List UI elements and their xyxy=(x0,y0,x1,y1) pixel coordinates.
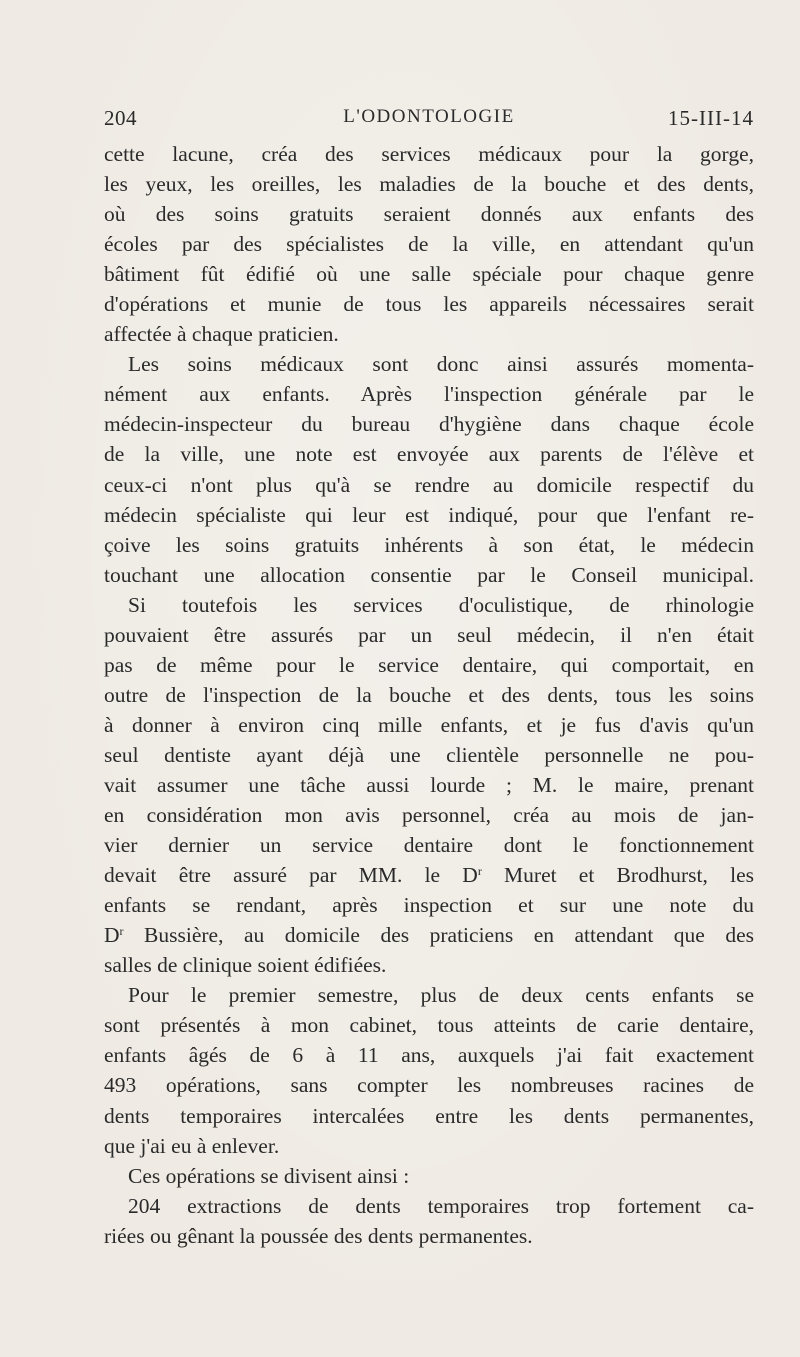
text-line xyxy=(104,289,754,319)
text-line-content: riées ou gênant la poussée des dents permanentes. xyxy=(104,1223,533,1248)
text-line-content: enfants se rendant, après inspection et sur une note du xyxy=(104,893,754,918)
text-line xyxy=(104,439,754,469)
text-line-content: bâtiment fût édifié où une salle spéciale pour chaque genre xyxy=(104,262,754,287)
text-line xyxy=(104,470,754,500)
text-line-content: écoles par des spécialistes de la ville, en attendant qu'un xyxy=(104,232,754,257)
text-line xyxy=(104,1040,754,1070)
text-line xyxy=(104,1101,754,1131)
text-line xyxy=(104,139,754,169)
text-line xyxy=(104,1161,754,1191)
text-line xyxy=(104,1070,754,1100)
text-line-content: enfants âgés de 6 à 11 ans, auxquels j'ai fait exactement xyxy=(104,1043,754,1068)
text-line-content: 204 extractions de dents temporaires trop fortement ca- xyxy=(128,1193,754,1218)
text-line-continuation: Muret et Brodhurst, les xyxy=(481,863,754,888)
text-line xyxy=(104,590,754,620)
text-line xyxy=(104,1191,754,1221)
text-line xyxy=(104,740,754,770)
text-line-content: Ces opérations se divisent ainsi : xyxy=(128,1163,410,1188)
body-text xyxy=(104,139,754,1251)
text-line-content: seul dentiste ayant déjà une clientèle personnelle ne pou- xyxy=(104,742,754,767)
text-line-content: où des soins gratuits seraient donnés aux enfants des xyxy=(104,202,754,227)
text-line-content: de la ville, une note est envoyée aux parents de l'élève et xyxy=(104,442,754,467)
text-line-content: les yeux, les oreilles, les maladies de la bouche et des dents, xyxy=(104,172,754,197)
journal-title: L'ODONTOLOGIE xyxy=(343,106,515,127)
text-line-continuation: Bussière, au domicile des praticiens en attendant que des xyxy=(123,923,754,948)
running-header xyxy=(104,106,754,136)
text-line xyxy=(104,319,754,349)
text-line-content: ceux-ci n'ont plus qu'à se rendre au domicile respectif du xyxy=(104,472,754,497)
text-line-content: médecin-inspecteur du bureau d'hygiène dans chaque école xyxy=(104,412,754,437)
text-line xyxy=(104,680,754,710)
text-line-content: touchant une allocation consentie par le Conseil municipal. xyxy=(104,562,754,587)
text-line-content: nément aux enfants. Après l'inspection générale par le xyxy=(104,382,754,407)
text-line xyxy=(104,770,754,800)
text-line-content: vait assumer une tâche aussi lourde ; M. le maire, prenant xyxy=(104,772,754,797)
text-line-content: à donner à environ cinq mille enfants, et je fus d'avis qu'un xyxy=(104,712,754,737)
text-line xyxy=(104,199,754,229)
text-line xyxy=(104,890,754,920)
text-line-content: devait être assuré par MM. le D xyxy=(104,863,478,888)
text-line-content: d'opérations et munie de tous les appareils nécessaires serait xyxy=(104,292,754,317)
text-line xyxy=(104,169,754,199)
text-line xyxy=(104,379,754,409)
text-line xyxy=(104,229,754,259)
superscript: r xyxy=(119,924,124,939)
text-line-content: pouvaient être assurés par un seul médecin, il n'en était xyxy=(104,622,754,647)
issue-date: 15-III-14 xyxy=(668,106,754,130)
text-line xyxy=(104,259,754,289)
text-line xyxy=(104,980,754,1010)
text-line-content: outre de l'inspection de la bouche et des dents, tous les soins xyxy=(104,682,754,707)
text-line xyxy=(104,950,754,980)
text-line-content: vier dernier un service dentaire dont le fonctionnement xyxy=(104,833,754,858)
text-line xyxy=(104,620,754,650)
text-line-content: salles de clinique soient édifiées. xyxy=(104,953,387,978)
text-line xyxy=(104,650,754,680)
page-number: 204 xyxy=(104,106,137,130)
text-line-content: Si toutefois les services d'oculistique, de rhinologie xyxy=(128,592,754,617)
text-line-content: pas de même pour le service dentaire, qui comportait, en xyxy=(104,652,754,677)
text-line-content: D xyxy=(104,923,120,948)
text-line-content: cette lacune, créa des services médicaux pour la gorge, xyxy=(104,142,754,166)
text-line xyxy=(104,710,754,740)
text-line-content: çoive les soins gratuits inhérents à son état, le médecin xyxy=(104,532,754,557)
text-line-content: que j'ai eu à enlever. xyxy=(104,1133,280,1158)
text-line-content: affectée à chaque praticien. xyxy=(104,322,339,347)
text-line-content: médecin spécialiste qui leur est indiqué, pour que l'enfant re- xyxy=(104,502,754,527)
text-line-content: 493 opérations, sans compter les nombreuses racines de xyxy=(104,1073,754,1098)
text-line xyxy=(104,920,754,950)
text-line xyxy=(104,560,754,590)
text-line-content: sont présentés à mon cabinet, tous atteints de carie dentaire, xyxy=(104,1013,754,1038)
text-line xyxy=(104,530,754,560)
text-line xyxy=(104,1221,754,1251)
superscript: r xyxy=(477,864,482,879)
text-line-content: Pour le premier semestre, plus de deux cents enfants se xyxy=(128,983,754,1008)
text-line xyxy=(104,1010,754,1040)
text-line xyxy=(104,860,754,890)
text-line xyxy=(104,1131,754,1161)
text-line-content: en considération mon avis personnel, créa au mois de jan- xyxy=(104,803,754,828)
text-line xyxy=(104,409,754,439)
text-line xyxy=(104,800,754,830)
text-line-content: dents temporaires intercalées entre les dents permanentes, xyxy=(104,1103,754,1128)
text-line-content: Les soins médicaux sont donc ainsi assurés momenta- xyxy=(128,352,754,377)
text-line xyxy=(104,500,754,530)
text-line xyxy=(104,349,754,379)
text-line xyxy=(104,830,754,860)
